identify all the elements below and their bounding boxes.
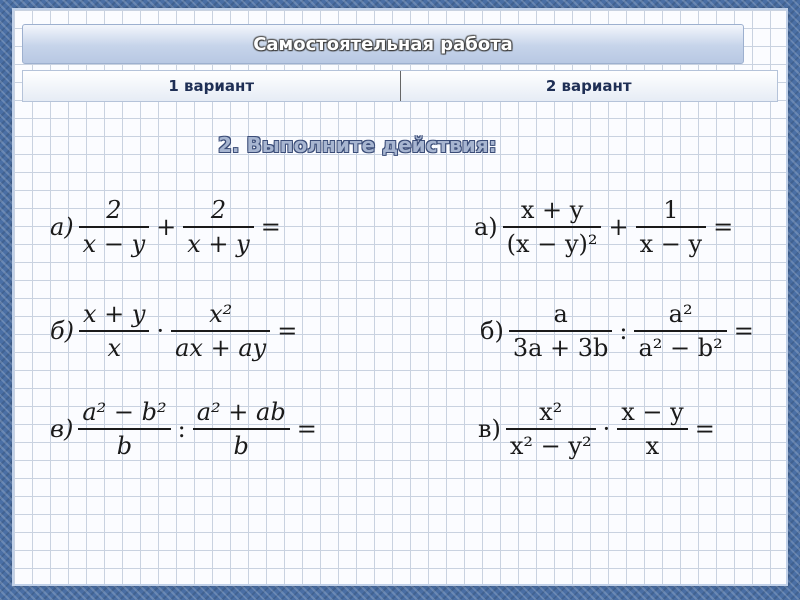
equals-sign: =: [260, 212, 281, 241]
operator: :: [177, 414, 186, 443]
v2-exercise-b: [480, 300, 758, 362]
operator: :: [619, 316, 628, 345]
fraction: [193, 398, 290, 460]
numerator: a²: [668, 300, 693, 328]
denominator: x + y: [187, 229, 250, 258]
denominator: b: [116, 431, 133, 460]
denominator: x: [107, 333, 122, 362]
numerator: x + y: [520, 196, 584, 224]
fraction: [171, 300, 270, 362]
numerator: x²: [209, 300, 233, 328]
variant-table-header: [22, 70, 778, 102]
numerator: 2: [210, 196, 227, 224]
exercise-label: а): [474, 212, 498, 241]
denominator: b: [233, 431, 249, 460]
exercise-label: а): [50, 212, 74, 241]
exercise-label: в): [478, 414, 501, 443]
variant-2-header: 2 вариант: [400, 71, 778, 101]
equals-sign: =: [733, 316, 754, 345]
fraction: [78, 398, 170, 460]
numerator: a: [553, 300, 568, 328]
denominator: (x − y)²: [506, 229, 598, 258]
equals-sign: =: [713, 212, 734, 241]
operator: +: [156, 212, 177, 241]
denominator: x: [645, 431, 660, 460]
fraction: [509, 300, 613, 362]
equals-sign: =: [694, 414, 715, 443]
equals-sign: =: [296, 414, 317, 443]
numerator: x + y: [83, 300, 146, 328]
fraction: [79, 196, 149, 258]
operator: +: [608, 212, 629, 241]
numerator: x − y: [621, 398, 684, 426]
denominator: x² − y²: [509, 431, 592, 460]
fraction: [183, 196, 253, 258]
denominator: x − y: [82, 229, 146, 258]
fraction: [634, 300, 726, 362]
fraction: [617, 398, 687, 460]
page-title-text: Самостоятельная работа: [253, 33, 513, 55]
v1-exercise-c: [50, 398, 321, 460]
v2-exercise-a: [474, 196, 737, 258]
numerator: 2: [106, 196, 122, 224]
numerator: a² + ab: [196, 398, 286, 426]
numerator: a² − b²: [82, 398, 167, 426]
equals-sign: =: [277, 316, 298, 345]
numerator: x²: [539, 398, 563, 426]
exercise-label: в): [50, 414, 74, 443]
v2-exercise-c: [478, 398, 719, 460]
denominator: 3a + 3b: [512, 333, 609, 362]
exercise-label: б): [480, 316, 504, 345]
exercise-label: б): [50, 316, 75, 345]
denominator: ax + ay: [175, 333, 267, 362]
denominator: a² − b²: [638, 333, 723, 362]
fraction: [636, 196, 706, 258]
fraction: [503, 196, 602, 258]
fraction: [79, 300, 149, 362]
v1-exercise-b: [50, 300, 301, 362]
page-title: [22, 24, 744, 64]
fraction: [506, 398, 596, 460]
task-heading: 2. Выполните действия:: [218, 133, 497, 157]
operator: ·: [602, 414, 611, 443]
operator: ·: [156, 316, 165, 345]
denominator: x − y: [639, 229, 703, 258]
numerator: 1: [663, 196, 679, 224]
variant-1-header: 1 вариант: [168, 77, 255, 95]
v1-exercise-a: [50, 196, 285, 258]
